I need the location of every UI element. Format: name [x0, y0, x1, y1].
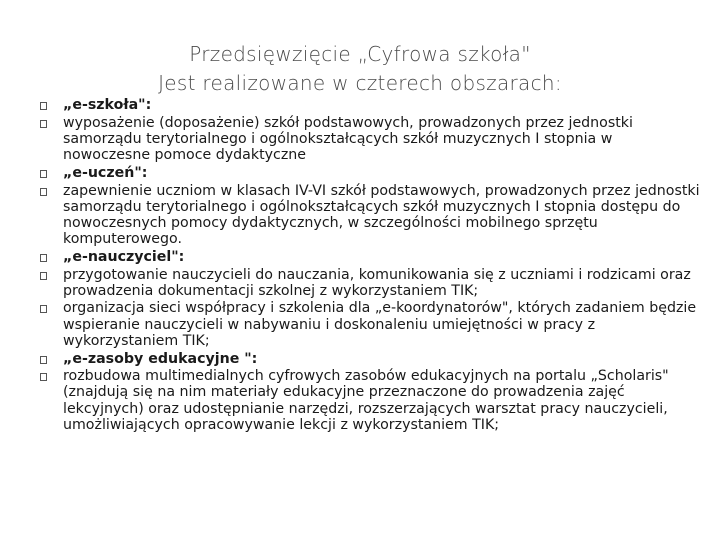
list-item-text: „e-zasoby edukacyjne ":: [63, 350, 258, 367]
list-item-text: „e-szkoła":: [63, 97, 152, 113]
title-line-2: Jest realizowane w czterech obszarach:: [158, 71, 562, 95]
list-item: [40, 165, 702, 181]
square-bullet-icon: [40, 254, 47, 262]
square-bullet-icon: [40, 170, 47, 178]
list-item-text: przygotowanie nauczycieli do nauczania, komunikowania się z uczniami i rodzicami oraz prowadzenia dokumentacji szkolnej z wykorzystaniem TIK;: [63, 266, 691, 299]
list-item: [40, 351, 702, 367]
list-item-text: zapewnienie uczniom w klasach IV-VI szkół podstawowych, prowadzonych przez jednostki samorządu terytorialnego i ogólnokształcących szkół muzycznych I stopnia dostępu do nowoczesnych pomocy dydaktycznych, w szczególności mobilnego sprzętu komputerowego.: [63, 182, 700, 248]
list-item: [40, 115, 702, 164]
list-item: [40, 368, 702, 433]
list-item: [40, 249, 702, 265]
list-item-text: organizacja sieci współpracy i szkolenia dla „e-koordynatorów", których zadaniem będzie wspieranie nauczycieli w nabywaniu i doskonaleniu umiejętności w pracy z wykorzystaniem TIK;: [63, 300, 697, 349]
square-bullet-icon: [40, 305, 47, 313]
list-item: [40, 267, 702, 299]
slide-title: [60, 40, 660, 98]
list-item-text: wyposażenie (doposażenie) szkół podstawowych, prowadzonych przez jednostki samorządu terytorialnego i ogólnokształcących szkół muzycznych I stopnia w nowoczesne pomoce dydaktyczne: [63, 114, 633, 164]
square-bullet-icon: [40, 356, 47, 364]
title-line-1: Przedsięwzięcie „Cyfrowa szkoła": [189, 42, 531, 66]
list-item: [40, 300, 702, 349]
list-item: [40, 183, 702, 248]
square-bullet-icon: [40, 373, 47, 381]
list-item-text: rozbudowa multimedialnych cyfrowych zasobów edukacyjnych na portalu „Scholaris" (znajdują się na nim materiały edukacyjne przeznaczone do prowadzenia zajęć lekcyjnych) oraz udostępnianie narzędzi, rozszerzających warsztat pracy nauczycieli, umożliwiających opracowywanie lekcji z wykorzystaniem TIK;: [63, 368, 669, 433]
square-bullet-icon: [40, 188, 47, 196]
square-bullet-icon: [40, 120, 47, 128]
square-bullet-icon: [40, 272, 47, 280]
square-bullet-icon: [40, 102, 47, 110]
list-item: [40, 97, 702, 113]
bullet-list: [40, 97, 702, 435]
list-item-text: „e-nauczyciel":: [63, 248, 185, 265]
list-item-text: „e-uczeń":: [63, 164, 148, 181]
